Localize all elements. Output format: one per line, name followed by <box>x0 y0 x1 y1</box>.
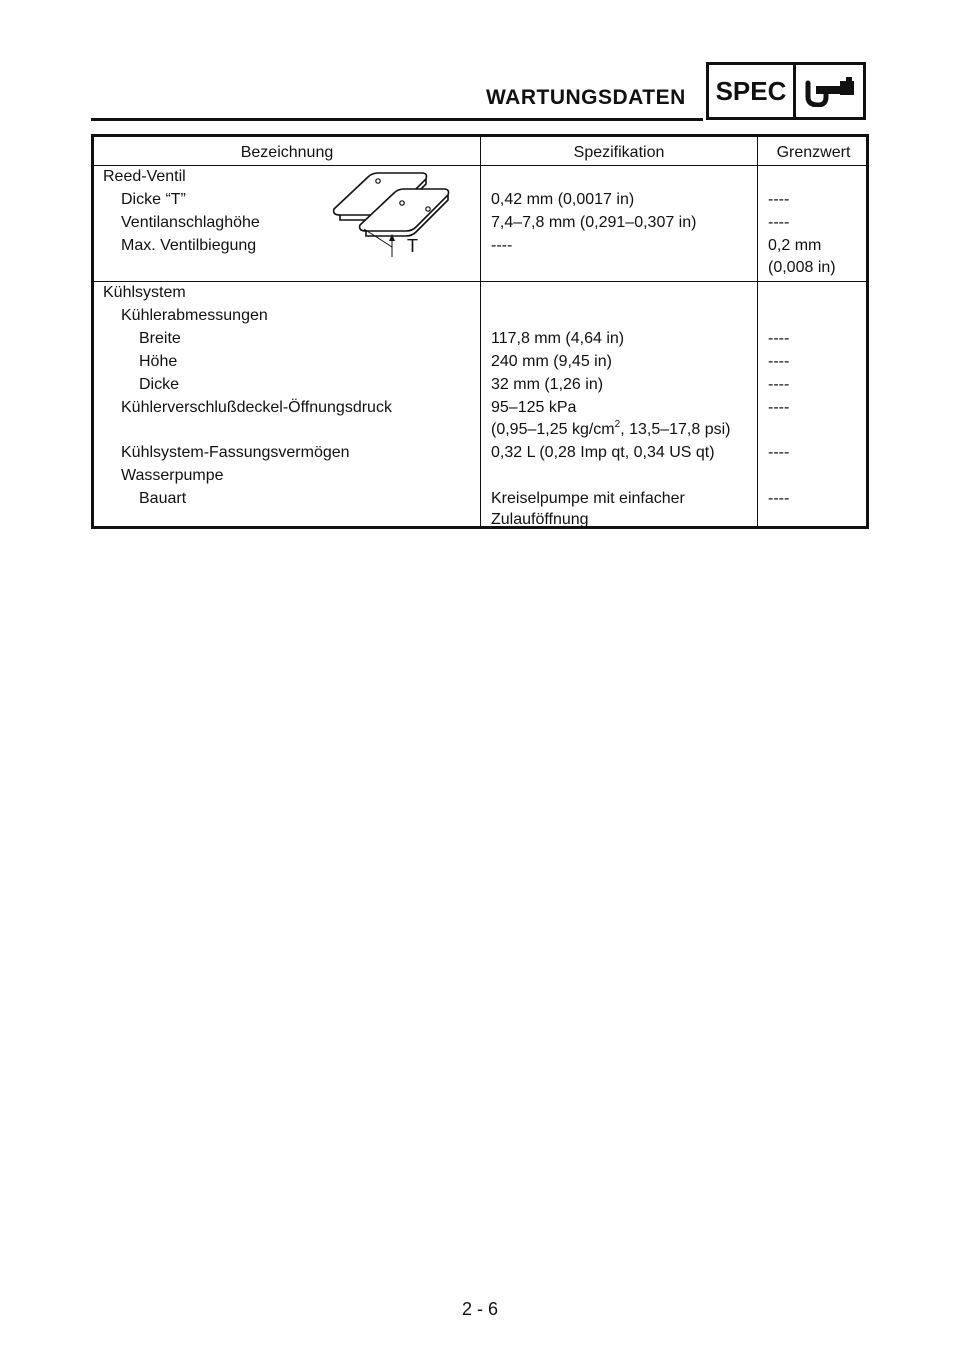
header-rule <box>91 118 703 121</box>
reed-valve-diagram <box>322 167 452 259</box>
row-spec: 117,8 mm (4,64 in) <box>491 330 625 347</box>
row-limit: ---- <box>768 191 790 208</box>
row-label: Kühlerverschlußdeckel-Öffnungsdruck <box>121 399 392 416</box>
subsection-title: Wasserpumpe <box>121 467 224 484</box>
column-header-spezifikation: Spezifikation <box>573 144 665 161</box>
spec-table <box>91 134 869 529</box>
row-spec-line2: (0,95–1,25 $kg/cm^2$, 13,5–17,8 psi) <box>491 418 731 438</box>
row-label: Dicke “T” <box>121 191 186 208</box>
row-spec: 240 mm (9,45 in) <box>491 353 612 370</box>
column-header-grenzwert: Grenzwert <box>776 144 851 161</box>
row-limit: ---- <box>768 444 790 461</box>
row-label: Breite <box>139 330 181 347</box>
header-divider <box>94 165 866 166</box>
row-label: Höhe <box>139 353 178 370</box>
page-number: 2 - 6 <box>461 1299 499 1319</box>
row-limit: ---- <box>768 353 790 370</box>
subsection-title: Kühlerabmessungen <box>121 307 268 324</box>
section-title-cooling: Kühlsystem <box>103 284 186 301</box>
row-spec: 7,4–7,8 mm (0,291–0,307 in) <box>491 214 697 231</box>
row-label: Bauart <box>139 490 187 507</box>
row-limit: ---- <box>768 376 790 393</box>
row-spec-line2: Zulauföffnung <box>491 511 589 528</box>
wrench-caliper-icon <box>796 65 863 117</box>
row-limit: ---- <box>768 490 790 507</box>
column-divider <box>757 137 758 526</box>
row-label: Dicke <box>139 376 180 393</box>
row-spec: 32 mm (1,26 in) <box>491 376 604 393</box>
row-spec: ---- <box>491 237 513 254</box>
row-limit: ---- <box>768 330 790 347</box>
row-limit: (0,008 in) <box>768 259 836 276</box>
column-divider <box>480 137 481 526</box>
spec-badge <box>706 62 866 120</box>
diagram-label-t: T <box>407 236 418 256</box>
section-divider <box>94 281 866 282</box>
row-spec: Kreiselpumpe mit einfacher <box>491 490 685 507</box>
row-spec: 0,42 mm (0,0017 in) <box>491 191 635 208</box>
spec-label: SPEC <box>709 65 796 117</box>
section-title-reed: Reed-Ventil <box>103 168 186 185</box>
row-spec: 95–125 kPa <box>491 399 577 416</box>
column-header-bezeichnung: Bezeichnung <box>240 144 334 161</box>
row-spec: 0,32 L (0,28 Imp qt, 0,34 US qt) <box>491 444 715 461</box>
row-label: Kühlsystem-Fassungsvermögen <box>121 444 350 461</box>
row-limit: ---- <box>768 214 790 231</box>
row-limit: ---- <box>768 399 790 416</box>
row-label: Ventilanschlaghöhe <box>121 214 260 231</box>
page-title: WARTUNGSDATEN <box>486 86 686 109</box>
row-limit: 0,2 mm <box>768 237 822 254</box>
row-label: Max. Ventilbiegung <box>121 237 257 254</box>
